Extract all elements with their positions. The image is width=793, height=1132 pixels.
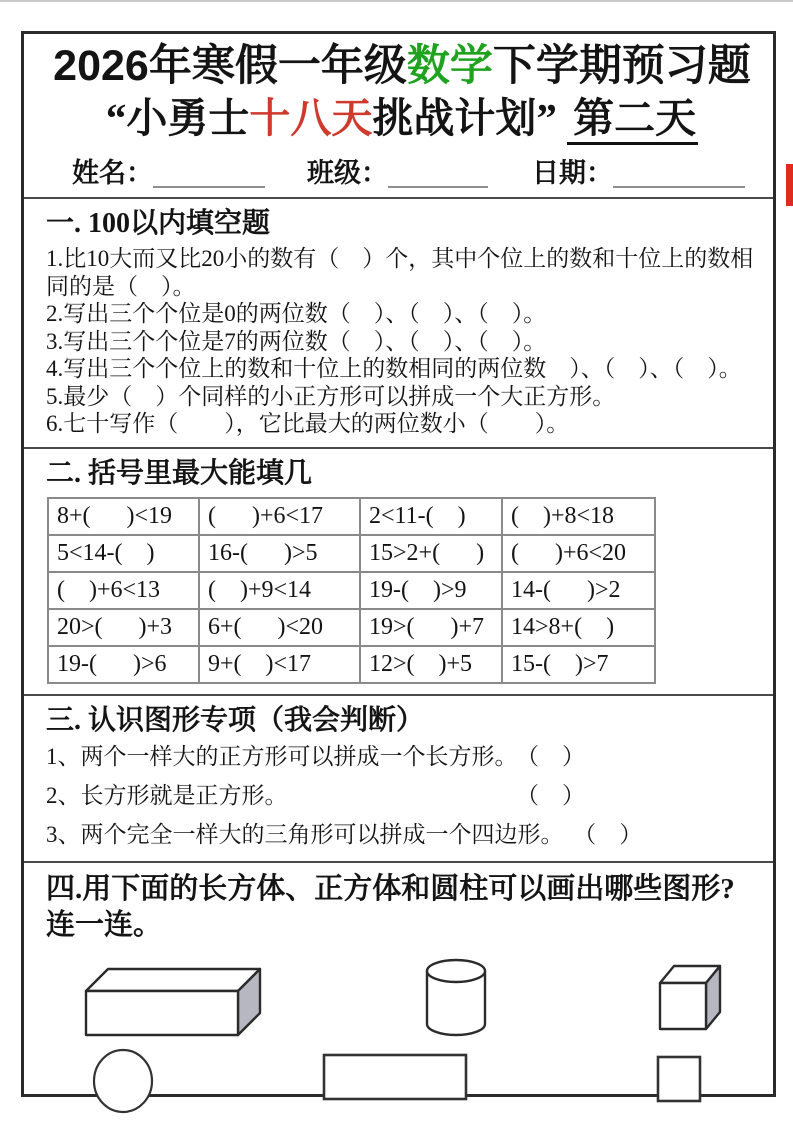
table-cell: ( )+6<20 xyxy=(502,535,655,572)
challenge-subtitle xyxy=(46,92,758,144)
judgement-answer-parens: （ ） xyxy=(573,821,643,847)
worksheet-page-border xyxy=(21,31,776,1097)
judgement-text: 3、两个完全一样大的三角形可以拼成一个四边形。 xyxy=(46,821,564,847)
name-label: 姓名： xyxy=(72,158,153,188)
table-cell: 5<14-( ) xyxy=(48,535,199,572)
judgement-answer-parens: （ ） xyxy=(516,743,585,769)
title-part2: 下学期预习题 xyxy=(492,42,751,90)
section3-judgement-list xyxy=(46,744,758,848)
table-cell: 8+( )<19 xyxy=(48,498,199,535)
date-field xyxy=(532,158,745,188)
judgement-item xyxy=(46,822,758,848)
section-divider-4 xyxy=(24,861,773,863)
circle-shape xyxy=(94,1050,152,1112)
question-item: 2.写出三个个位是0的两位数（ ）、（ ）、（ ）。 xyxy=(46,301,547,326)
rectangle-shape xyxy=(324,1055,466,1099)
judgement-text: 2、长方形就是正方形。 xyxy=(46,782,288,808)
student-info-row xyxy=(72,158,758,188)
table-cell: 2<11-( ) xyxy=(360,498,502,535)
table-row xyxy=(48,646,655,683)
title-subject-highlight: 数学 xyxy=(406,42,493,90)
table-cell: ( )+9<14 xyxy=(199,572,360,609)
table-cell: ( )+6<13 xyxy=(48,572,199,609)
section4-heading-line2: 连一连。 xyxy=(46,908,163,941)
section-divider-3 xyxy=(24,694,773,696)
table-row xyxy=(48,535,655,572)
table-cell: 16-( )>5 xyxy=(199,535,360,572)
table-cell: 6+( )<20 xyxy=(199,609,360,646)
table-cell: 15>2+( ) xyxy=(360,535,502,572)
section1-heading: 一. 100以内填空题 xyxy=(46,208,271,239)
scan-top-edge xyxy=(0,0,793,2)
table-row xyxy=(48,609,655,646)
table-cell: 9+( )<17 xyxy=(199,646,360,683)
question-item: 4.写出三个个位上的数和十位上的数相同的两位数 ）、（ ）、（ ）。 xyxy=(46,356,742,381)
cylinder-shape xyxy=(427,960,485,1035)
date-blank-line xyxy=(613,158,745,188)
judgement-item xyxy=(46,744,758,770)
table-row xyxy=(48,572,655,609)
table-cell: 20>( )+3 xyxy=(48,609,199,646)
table-cell: 19-( )>9 xyxy=(360,572,502,609)
judgement-item xyxy=(46,783,758,809)
class-blank-line xyxy=(388,158,488,188)
inequality-table xyxy=(47,497,656,684)
section4-heading-line1: 四.用下面的长方体、正方体和圆柱可以画出哪些图形? xyxy=(46,872,735,905)
judgement-answer-parens: （ ） xyxy=(516,782,585,808)
table-cell: ( )+8<18 xyxy=(502,498,655,535)
date-label: 日期： xyxy=(532,158,613,188)
red-edge-marker xyxy=(786,164,793,206)
matching-shapes-area xyxy=(46,949,758,1132)
class-label: 班级： xyxy=(307,158,388,188)
subtitle-days-highlight: 十八天 xyxy=(249,95,373,141)
table-cell: 12>( )+5 xyxy=(360,646,502,683)
section-divider-2 xyxy=(24,447,773,449)
section2-heading: 二. 括号里最大能填几 xyxy=(46,457,313,489)
subtitle-part1: “小勇士 xyxy=(105,95,250,141)
question-item: 1.比10大而又比20小的数有（ ）个，其中个位上的数和十位上的数相同的是（ ）。 xyxy=(46,246,754,299)
title-part1: 2026年寒假一年级 xyxy=(53,42,407,90)
subtitle-day-number: 第二天 xyxy=(567,95,698,145)
judgement-text: 1、两个一样大的正方形可以拼成一个长方形。 xyxy=(46,743,518,769)
question-item: 5.最少（ ）个同样的小正方形可以拼成一个大正方形。 xyxy=(46,383,616,409)
name-field xyxy=(72,158,265,188)
section-divider-1 xyxy=(24,197,773,199)
class-field xyxy=(307,158,488,188)
name-blank-line xyxy=(153,158,265,188)
cube-shape xyxy=(660,966,720,1029)
table-cell: 19>( )+7 xyxy=(360,609,502,646)
section1-question-list xyxy=(46,245,758,438)
question-item: 6.七十写作（ ），它比最大的两位数小（ ）。 xyxy=(46,411,570,436)
table-cell: 15-( )>7 xyxy=(502,646,655,683)
table-row xyxy=(48,498,655,535)
table-cell: 14-( )>2 xyxy=(502,572,655,609)
section3-heading: 三. 认识图形专项（我会判断） xyxy=(46,704,425,736)
subtitle-part2: 挑战计划” xyxy=(372,95,557,141)
shapes-figure xyxy=(46,949,758,1127)
square-shape xyxy=(658,1057,700,1101)
question-item: 3.写出三个个位是7的两位数（ ）、（ ）、（ ）。 xyxy=(46,328,547,354)
cuboid-shape xyxy=(86,969,260,1035)
table-cell: 14>8+( ) xyxy=(502,609,655,646)
table-cell: ( )+6<17 xyxy=(199,498,360,535)
worksheet-title xyxy=(46,40,758,92)
table-cell: 19-( )>6 xyxy=(48,646,199,683)
